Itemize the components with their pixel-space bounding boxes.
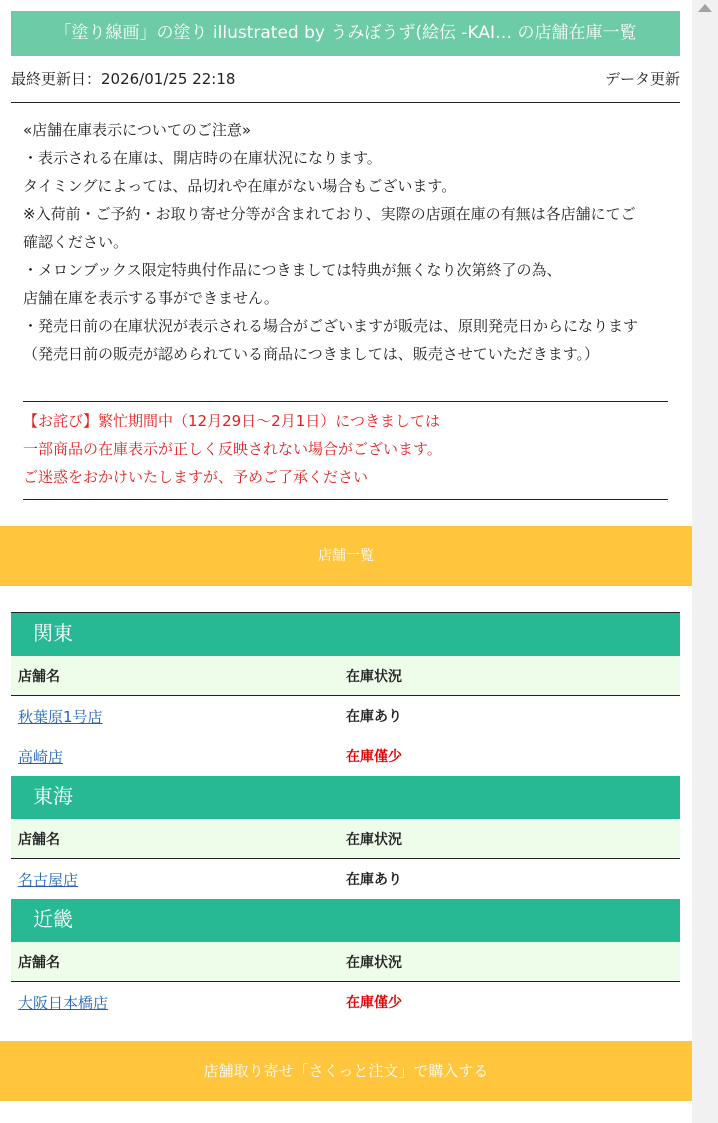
notice-line: ※入荷前・ご予約・お取り寄せ分等が含まれており、実際の店頭在庫の有無は各店舗にてご [23, 205, 636, 223]
apology-line: 一部商品の在庫表示が正しく反映されない場合がございます。 [23, 440, 442, 458]
table-row [11, 696, 680, 736]
notice-line: ・表示される在庫は、開店時の在庫状況になります。 [23, 149, 382, 167]
apology-line: ご迷惑をおかけいたしますが、予めご了承ください [23, 468, 369, 486]
divider [23, 499, 668, 500]
table-row [11, 736, 680, 776]
apology-notice [23, 407, 668, 491]
notice-line: ・メロンブックス限定特典付作品につきましては特典が無くなり次第終了の為、 [23, 261, 562, 279]
store-link[interactable]: 秋葉原1号店 [18, 707, 103, 726]
divider [23, 401, 668, 402]
stock-notice [23, 116, 683, 368]
status-column-header: 在庫状況 [346, 668, 402, 685]
vertical-scrollbar[interactable] [692, 0, 718, 1123]
store-link[interactable]: 名古屋店 [18, 870, 79, 889]
refresh-data-link[interactable]: データ更新 [604, 70, 680, 88]
notice-line: «店舗在庫表示についてのご注意» [23, 121, 252, 139]
region-header-kinki: 近畿 [11, 899, 680, 942]
notice-line: （発売日前の販売が認められている商品につきましては、販売させていただきます。） [23, 345, 600, 363]
status-column-header: 在庫状況 [346, 831, 402, 848]
table-header-row [11, 819, 680, 859]
store-column-header: 店舗名 [18, 954, 60, 971]
store-link[interactable]: 高崎店 [18, 747, 64, 766]
store-stock-table [11, 612, 680, 1022]
table-header-row [11, 942, 680, 982]
status-column-header: 在庫状況 [346, 954, 402, 971]
scrollbar-thumb[interactable] [698, 20, 712, 1080]
page-title: 「塗り線画」の塗り illustrated by うみぼうず(絵伝 -KAI… の店舗在庫一覧 [11, 11, 680, 56]
divider [11, 102, 680, 103]
region-header-kanto: 関東 [11, 613, 680, 656]
last-updated: 最終更新日：2026/01/25 22:18 [11, 70, 236, 88]
notice-line: 店舗在庫を表示する事ができません。 [23, 289, 279, 307]
notice-line: ・発売日前の在庫状況が表示される場合がございますが販売は、原則発売日からになります [23, 317, 639, 335]
stock-status: 在庫僅少 [346, 749, 402, 765]
stock-status: 在庫僅少 [346, 995, 402, 1011]
apology-line: 【お詫び】繁忙期間中（12月29日～2月1日）につきましては [23, 412, 440, 430]
store-link[interactable]: 大阪日本橋店 [18, 993, 109, 1012]
table-row [11, 982, 680, 1022]
notice-line: タイミングによっては、品切れや在庫がない場合もございます。 [23, 177, 457, 195]
stock-status: 在庫あり [346, 872, 402, 888]
notice-line: 確認ください。 [23, 233, 129, 251]
store-list-button[interactable]: 店舗一覧 [0, 526, 692, 586]
triangle-up-icon[interactable] [698, 4, 712, 12]
store-column-header: 店舗名 [18, 668, 60, 685]
stock-status: 在庫あり [346, 709, 402, 725]
region-header-tokai: 東海 [11, 776, 680, 819]
table-row [11, 859, 680, 899]
order-button[interactable]: 店舗取り寄せ「さくっと注文」で購入する [0, 1041, 692, 1101]
table-header-row [11, 656, 680, 696]
store-column-header: 店舗名 [18, 831, 60, 848]
